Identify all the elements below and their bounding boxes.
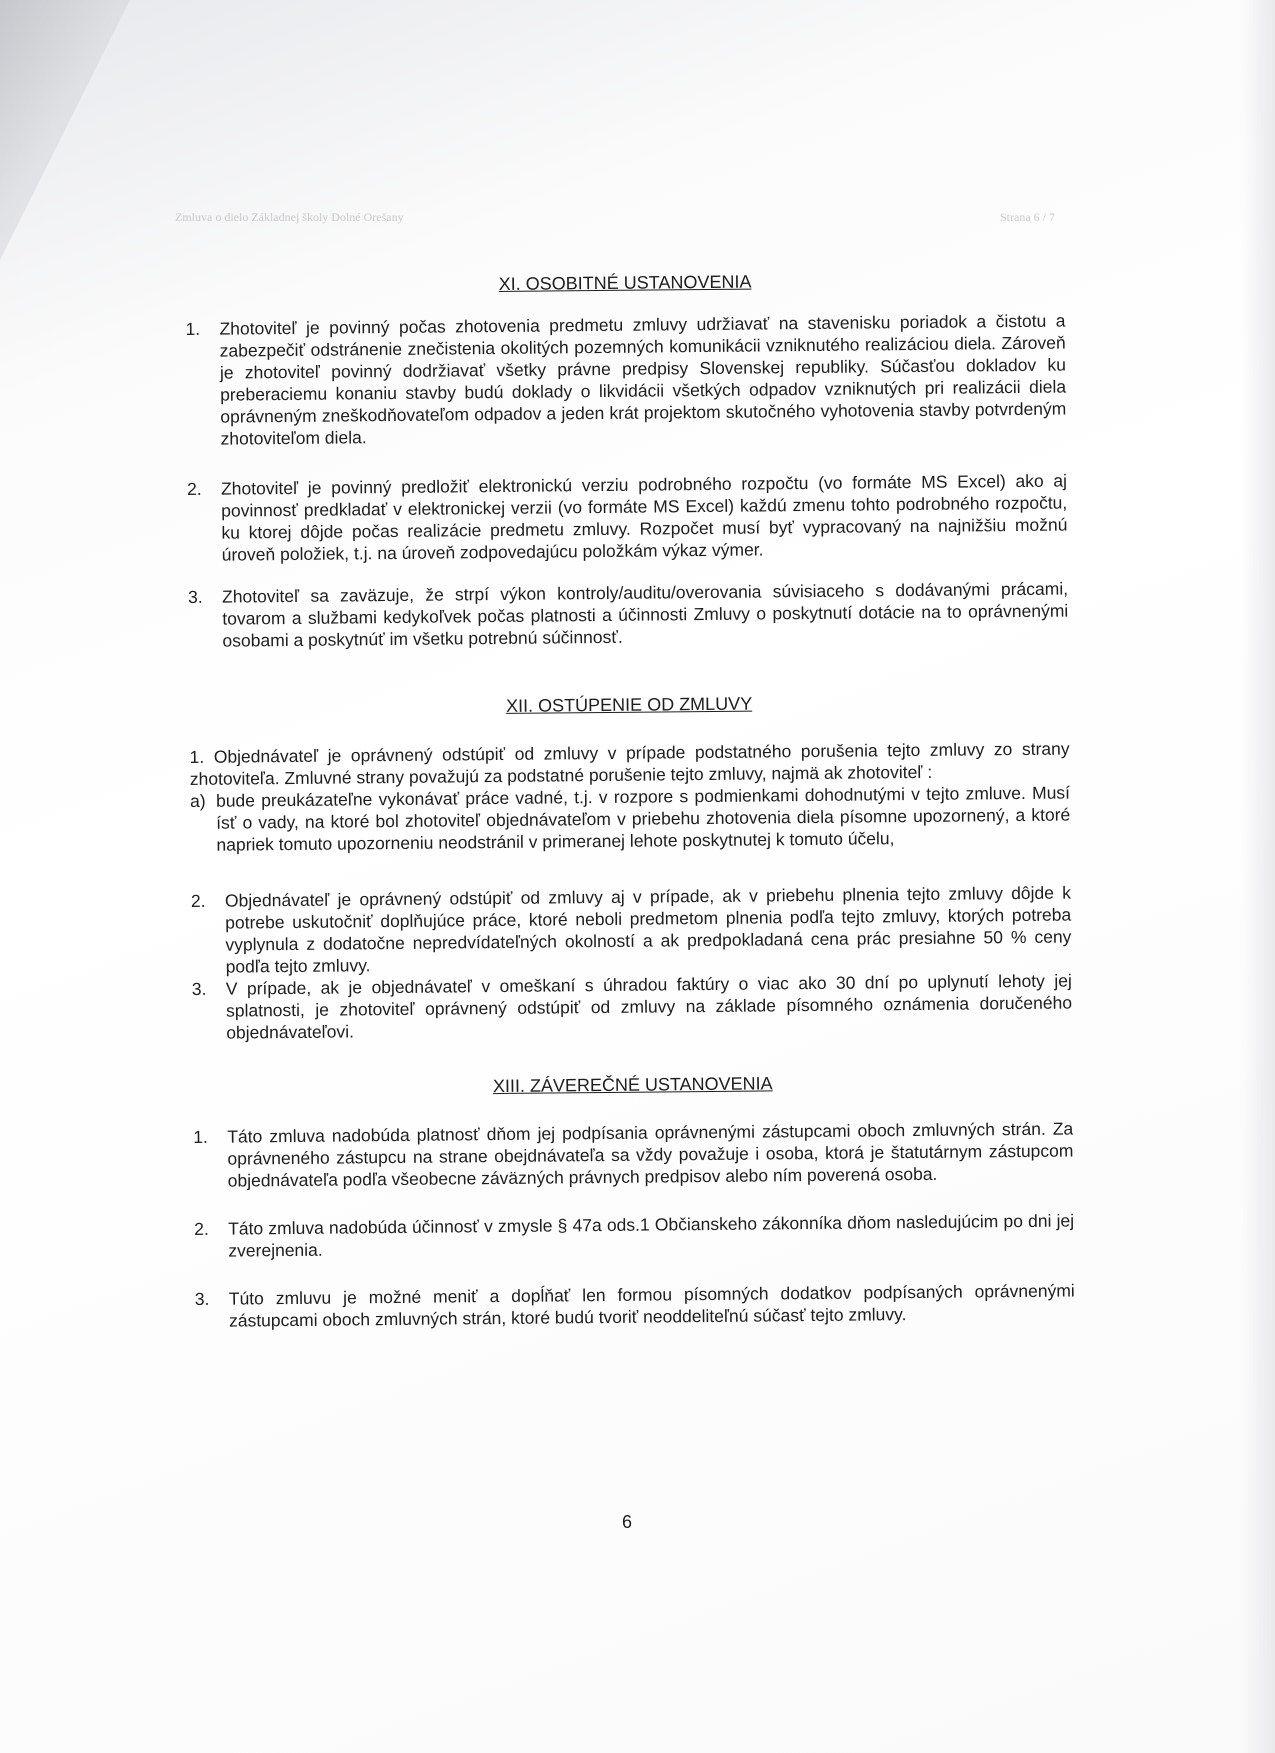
item-text: Zhotoviteľ sa zaväzuje, že strpí výkon kontroly/auditu/overovania súvisiaceho s dodávanými prácami, tovarom a službami kedykoľvek počas platnosti a účinnosti Zmluvy o poskytnutí dotácie na to oprávnenými osobami a poskytnúť im všetku potrebnú súčinnosť.	[221, 578, 1069, 651]
item-number: 1.	[193, 1126, 208, 1147]
list-item	[193, 1118, 1074, 1192]
section-heading: XI. OSOBITNÉ USTANOVENIA	[498, 271, 752, 294]
page-edge-shadow	[1241, 0, 1275, 1753]
page-number: 6	[622, 1512, 633, 1532]
section-osobitne-ustanovenia	[185, 268, 1069, 652]
item-number: 2.	[194, 1218, 209, 1239]
item-text: Táto zmluva nadobúda účinnosť v zmysle § 47a ods.1 Občianskeho zákonníka dňom nasledujúcim po dni jej zverejnenia.	[228, 1210, 1075, 1261]
item-number: 3.	[191, 978, 207, 999]
item-number: 3.	[194, 1288, 210, 1309]
item-text: Túto zmluvu je možné meniť a dopĺňať len formou písomných dodatkov podpísaných oprávnenými zástupcami oboch zmluvných strán, ktoré budú tvoriť neoddeliteľnú súčasť tejto zmluvy.	[228, 1280, 1075, 1331]
section-odstupenie-od-zmluvy	[189, 690, 1072, 1044]
list-item	[195, 1280, 1075, 1332]
bleed-through-header-right: Strana 6 / 7	[1000, 210, 1055, 224]
sub-item-letter: a)	[189, 790, 206, 811]
list-item	[191, 882, 1072, 978]
bleed-through-header-left: Zmluva o dielo Základnej školy Dolné Orešany	[175, 210, 404, 224]
list-item	[194, 1210, 1074, 1262]
section-heading: XIII. ZÁVEREČNÉ USTANOVENIA	[492, 1073, 773, 1097]
item-number: 2.	[190, 890, 206, 911]
section-zaverecne-ustanovenia	[193, 1070, 1075, 1332]
list-item	[185, 310, 1066, 450]
document-body	[185, 268, 1075, 1366]
item-number: 3.	[187, 586, 203, 607]
item-number: 1.	[185, 318, 201, 339]
item-text: V prípade, ak je objednávateľ v omeškaní s úhradou faktúry o viac ako 30 dní po uplynutí lehoty jej splatnosti, je zhotoviteľ oprávnený odstúpiť od zmluvy na základe písomného oznámenia doručeného objednávateľovi.	[225, 970, 1073, 1043]
sub-item	[190, 782, 1071, 856]
list-item	[192, 970, 1073, 1044]
list-item	[187, 470, 1068, 566]
sub-item-text: bude preukázateľne vykonávať práce vadné, t.j. v rozpore s podmienkami dohodnutými v tejto zmluve. Musí ísť o vady, na ktoré bol zhotoviteľ objednávateľom v priebehu zhotovenia diela písomne upozornený, a ktoré napriek tomuto upozorneniu neodstránil v primeranej lehote poskytnutej k tomuto účelu,	[215, 782, 1071, 855]
bleed-through-header	[175, 210, 1055, 225]
item-text: Zhotoviteľ je povinný predložiť elektronickú verziu podrobného rozpočtu (vo formáte MS Excel) ako aj povinnosť predkladať v elektronickej verzii (vo formáte MS Excel) každú zmenu tohto podrobného rozpočtu, ku ktorej dôjde počas realizácie predmetu zmluvy. Rozpočet musí byť vypracovaný na najnižšiu možnú úroveň položiek, t.j. na úroveň zodpovedajúcu položkám výkaz výmer.	[220, 470, 1068, 565]
section-heading: XII. OSTÚPENIE OD ZMLUVY	[506, 693, 753, 716]
item-number: 2.	[186, 478, 202, 499]
item-text: Zhotoviteľ je povinný počas zhotovenia predmetu zmluvy udržiavať na stavenisku poriadok a čistotu a zabezpečiť odstránenie znečistenia okolitých pozemných komunikácii vzniknutého realizáciou diela. Zároveň je zhotoviteľ povinný dodržiavať všetky právne predpisy Slovenskej republiky. Súčasťou dokladov ku preberaciemu konaniu stavby budú doklady o likvidácii všetkých odpadov vzniknutých pri realizácii diela oprávneným zneškodňovateľom odpadov a jeden krát projektom skutočného vyhotovenia stavby potvrdeným zhotoviteľom diela.	[219, 310, 1067, 449]
item-text: Táto zmluva nadobúda platnosť dňom jej podpísania oprávnenými zástupcami oboch zmluvných strán. Za oprávneného zástupcu na strane obejdnávateľa sa vždy považuje i osoba, ktorá je štatutárnym zástupcom objednávateľa podľa všeobecne záväzných právnych predpisov alebo ním poverená osoba.	[227, 1118, 1074, 1191]
paragraph: 1. Objednávateľ je oprávnený odstúpiť od zmluvy v prípade podstatného porušenia tejto zmluvy zo strany zhotoviteľa. Zmluvné strany považujú za podstatné porušenie tejto zmluvy, najmä ak zhotoviteľ :	[189, 738, 1070, 789]
list-item	[188, 578, 1069, 652]
item-text: Objednávateľ je oprávnený odstúpiť od zmluvy aj v prípade, ak v priebehu plnenia tejto zmluvy dôjde k potrebe uskutočniť doplňujúce práce, ktoré neboli predmetom plnenia podľa tejto zmluvy, ktorých potreba vyplynula z dodatočne nepredvídateľných okolností a ak predpokladaná cena prác presiahne 50 % ceny podľa tejto zmluvy.	[224, 882, 1072, 977]
